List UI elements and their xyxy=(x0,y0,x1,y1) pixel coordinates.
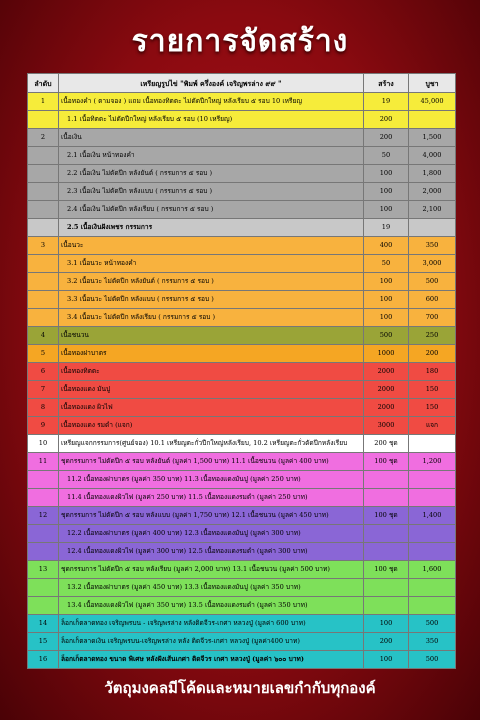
row-price: 200 xyxy=(409,345,456,363)
row-number xyxy=(28,165,59,183)
row-number: 2 xyxy=(28,129,59,147)
row-price xyxy=(409,111,456,129)
row-description: เนื้อชนวน xyxy=(59,327,364,345)
row-quantity: 19 xyxy=(364,93,409,111)
table-row xyxy=(28,201,456,219)
table-row xyxy=(28,381,456,399)
table-row xyxy=(28,435,456,453)
table-row xyxy=(28,615,456,633)
row-quantity: 100 xyxy=(364,201,409,219)
row-quantity: 2000 xyxy=(364,399,409,417)
header-description: เหรียญรูปไข่ "พิมพ์ ครึ่งองค์ เจริญพรล่าง ๙๙ " xyxy=(59,74,364,93)
row-price xyxy=(409,579,456,597)
row-number xyxy=(28,183,59,201)
row-quantity xyxy=(364,543,409,561)
row-quantity: 100 xyxy=(364,309,409,327)
row-price: 250 xyxy=(409,327,456,345)
row-number xyxy=(28,309,59,327)
table-row xyxy=(28,525,456,543)
row-price: 500 xyxy=(409,651,456,669)
row-number xyxy=(28,579,59,597)
row-description: 2.5 เนื้อเงินฝังเพชร กรรมการ xyxy=(59,219,364,237)
row-quantity: 200 ชุด xyxy=(364,435,409,453)
table-row xyxy=(28,147,456,165)
row-price xyxy=(409,525,456,543)
row-quantity: 100 ชุด xyxy=(364,453,409,471)
row-number xyxy=(28,147,59,165)
table-row xyxy=(28,579,456,597)
table-row xyxy=(28,471,456,489)
table-row xyxy=(28,489,456,507)
row-description: 2.3 เนื้อเงิน ไม่ตัดปีก หลังแบบ ( กรรมการ ๕ รอบ ) xyxy=(59,183,364,201)
row-description: เนื้อทองแดง ผิวไฟ xyxy=(59,399,364,417)
row-quantity: 50 xyxy=(364,147,409,165)
table-row xyxy=(28,165,456,183)
row-description: ล็อกเก็ตลาดทอง ขนาด พิเศษ หลังฝังเส้นเกศา ติดจีวร เกศา หลวงปู่ (มูลค่า ๖๐๐ บาท) xyxy=(59,651,364,669)
row-description: ล็อกเก็ตลาดทอง เจริญพรบน - เจริญพรล่าง หลังติดจีวร-เกศา หลวงปู่ (มูลค่า 600 บาท) xyxy=(59,615,364,633)
row-quantity xyxy=(364,489,409,507)
row-description: 12.2 เนื้อทองฝาบาตร (มูลค่า 400 บาท) 12.3 เนื้อทองแดงมันปู (มูลค่า 300 บาท) xyxy=(59,525,364,543)
row-price: 180 xyxy=(409,363,456,381)
row-price: 2,100 xyxy=(409,201,456,219)
row-price: 1,800 xyxy=(409,165,456,183)
row-number: 6 xyxy=(28,363,59,381)
row-number xyxy=(28,273,59,291)
row-number: 15 xyxy=(28,633,59,651)
row-description: ล็อกเก็ตลาดเงิน เจริญพรบน-เจริญพรล่าง หลัง ติดจีวร-เกศา หลวงปู่ (มูลค่า400 บาท) xyxy=(59,633,364,651)
row-number: 12 xyxy=(28,507,59,525)
row-description: 2.2 เนื้อเงิน ไม่ตัดปีก หลังยันต์ ( กรรมการ ๕ รอบ ) xyxy=(59,165,364,183)
row-number: 5 xyxy=(28,345,59,363)
row-description: เนื้อทองแดง มันปู xyxy=(59,381,364,399)
row-description: 3.2 เนื้อนวะ ไม่ตัดปีก หลังยันต์ ( กรรมการ ๕ รอบ ) xyxy=(59,273,364,291)
row-price: 1,600 xyxy=(409,561,456,579)
row-quantity: 3000 xyxy=(364,417,409,435)
row-price: 2,000 xyxy=(409,183,456,201)
table-row xyxy=(28,129,456,147)
row-description: 12.4 เนื้อทองแดงผิวไฟ (มูลค่า 300 บาท) 12.5 เนื้อทองแดงรมดำ (มูลค่า 300 บาท) xyxy=(59,543,364,561)
table-row xyxy=(28,309,456,327)
row-description: 3.1 เนื้อนวะ หน้าทองคำ xyxy=(59,255,364,273)
row-number xyxy=(28,219,59,237)
row-number xyxy=(28,471,59,489)
row-description: ชุดกรรมการ ไม่ตัดปีก ๕ รอบ หลังแบบ (มูลค่า 1,750 บาท) 12.1 เนื้อชนวน (มูลค่า 450 บาท) xyxy=(59,507,364,525)
table-row xyxy=(28,633,456,651)
row-number: 16 xyxy=(28,651,59,669)
row-number xyxy=(28,597,59,615)
row-quantity xyxy=(364,525,409,543)
row-description: 13.4 เนื้อทองแดงผิวไฟ (มูลค่า 350 บาท) 13.5 เนื้อทองแดงรมดำ (มูลค่า 350 บาท) xyxy=(59,597,364,615)
row-quantity: 19 xyxy=(364,219,409,237)
row-price xyxy=(409,489,456,507)
row-description: เนื้อทองคำ ( ตามจอง ) แถม เนื้อทองทิตตะ ไม่ตัดปีกใหญ่ หลังเรียบ ๕ รอบ 10 เหรียญ xyxy=(59,93,364,111)
row-quantity: 400 xyxy=(364,237,409,255)
table-row xyxy=(28,237,456,255)
row-description: 1.1 เนื้อทิตตะ ไม่ตัดปีกใหญ่ หลังเรียบ ๕ รอบ (10 เหรียญ) xyxy=(59,111,364,129)
row-description: ชุดกรรมการ ไม่ตัดปีก ๕ รอบ หลังยันต์ (มูลค่า 1,500 บาท) 11.1 เนื้อชนวน (มูลค่า 400 บาท) xyxy=(59,453,364,471)
table-row xyxy=(28,543,456,561)
row-description: เนื้อนวะ xyxy=(59,237,364,255)
row-description: 3.3 เนื้อนวะ ไม่ตัดปีก หลังแบบ ( กรรมการ ๕ รอบ ) xyxy=(59,291,364,309)
row-price: 500 xyxy=(409,273,456,291)
table-row xyxy=(28,507,456,525)
row-number: 8 xyxy=(28,399,59,417)
row-price: 3,000 xyxy=(409,255,456,273)
table-row xyxy=(28,651,456,669)
row-quantity: 200 xyxy=(364,129,409,147)
row-price xyxy=(409,219,456,237)
row-quantity: 100 xyxy=(364,615,409,633)
row-price: 45,000 xyxy=(409,93,456,111)
row-number: 13 xyxy=(28,561,59,579)
row-price xyxy=(409,543,456,561)
row-quantity: 100 ชุด xyxy=(364,561,409,579)
row-description: 13.2 เนื้อทองฝาบาตร (มูลค่า 450 บาท) 13.3 เนื้อทองแดงมันปู (มูลค่า 350 บาท) xyxy=(59,579,364,597)
row-description: ชุดกรรมการ ไม่ตัดปีก ๕ รอบ หลังเรียบ (มูลค่า 2,000 บาท) 13.1 เนื้อชนวน (มูลค่า 500 บาท) xyxy=(59,561,364,579)
row-quantity: 50 xyxy=(364,255,409,273)
header-price: บูชา xyxy=(409,74,456,93)
header-no: ลำดับ xyxy=(28,74,59,93)
row-quantity: 200 xyxy=(364,633,409,651)
table-row xyxy=(28,597,456,615)
row-quantity: 2000 xyxy=(364,381,409,399)
row-number xyxy=(28,111,59,129)
row-number: 14 xyxy=(28,615,59,633)
row-number: 3 xyxy=(28,237,59,255)
row-price: 150 xyxy=(409,381,456,399)
row-number xyxy=(28,291,59,309)
row-price: 1,400 xyxy=(409,507,456,525)
row-number xyxy=(28,489,59,507)
table-row xyxy=(28,399,456,417)
row-number xyxy=(28,525,59,543)
row-description: 3.4 เนื้อนวะ ไม่ตัดปีก หลังเรียบ ( กรรมการ ๕ รอบ ) xyxy=(59,309,364,327)
table-row xyxy=(28,273,456,291)
table-row xyxy=(28,453,456,471)
page-title: รายการจัดสร้าง xyxy=(131,24,349,59)
row-number: 9 xyxy=(28,417,59,435)
row-number: 10 xyxy=(28,435,59,453)
row-description: เนื้อเงิน xyxy=(59,129,364,147)
row-price: แจก xyxy=(409,417,456,435)
row-quantity: 1000 xyxy=(364,345,409,363)
row-price xyxy=(409,597,456,615)
table-row xyxy=(28,93,456,111)
row-number xyxy=(28,201,59,219)
row-quantity: 2000 xyxy=(364,363,409,381)
table-row xyxy=(28,255,456,273)
row-description: 2.1 เนื้อเงิน หน้าทองคำ xyxy=(59,147,364,165)
row-price: 600 xyxy=(409,291,456,309)
row-description: 11.4 เนื้อทองแดงผิวไฟ (มูลค่า 250 บาท) 11.5 เนื้อทองแดงรมดำ (มูลค่า 250 บาท) xyxy=(59,489,364,507)
row-number xyxy=(28,543,59,561)
row-price xyxy=(409,471,456,489)
row-price: 350 xyxy=(409,237,456,255)
row-price: 700 xyxy=(409,309,456,327)
row-quantity: 100 xyxy=(364,291,409,309)
table-row xyxy=(28,363,456,381)
row-quantity: 100 ชุด xyxy=(364,507,409,525)
row-number: 4 xyxy=(28,327,59,345)
footer-note: วัตถุมงคลมีโค้ดและหมายเลขกำกับทุกองค์ xyxy=(104,679,376,697)
production-list-table xyxy=(27,73,456,669)
row-quantity xyxy=(364,597,409,615)
row-number: 7 xyxy=(28,381,59,399)
row-quantity: 100 xyxy=(364,183,409,201)
row-number: 1 xyxy=(28,93,59,111)
row-price: 4,000 xyxy=(409,147,456,165)
row-price: 150 xyxy=(409,399,456,417)
row-price: 500 xyxy=(409,615,456,633)
row-price: 350 xyxy=(409,633,456,651)
row-quantity: 100 xyxy=(364,273,409,291)
table-row xyxy=(28,111,456,129)
row-description: 2.4 เนื้อเงิน ไม่ตัดปีก หลังเรียบ ( กรรมการ ๕ รอบ ) xyxy=(59,201,364,219)
row-description: เนื้อทองฝาบาตร xyxy=(59,345,364,363)
table-row xyxy=(28,291,456,309)
row-quantity: 100 xyxy=(364,651,409,669)
row-description: 11.2 เนื้อทองฝาบาตร (มูลค่า 350 บาท) 11.3 เนื้อทองแดงมันปู (มูลค่า 250 บาท) xyxy=(59,471,364,489)
row-quantity xyxy=(364,579,409,597)
header-quantity: สร้าง xyxy=(364,74,409,93)
row-price: 1,200 xyxy=(409,453,456,471)
row-number: 11 xyxy=(28,453,59,471)
row-price xyxy=(409,435,456,453)
table-row xyxy=(28,561,456,579)
row-description: เนื้อทองแดง รมดำ (แจก) xyxy=(59,417,364,435)
row-price: 1,500 xyxy=(409,129,456,147)
row-quantity: 100 xyxy=(364,165,409,183)
table-row xyxy=(28,345,456,363)
table-header-row xyxy=(28,74,456,93)
table-row xyxy=(28,183,456,201)
table-row xyxy=(28,219,456,237)
row-quantity: 200 xyxy=(364,111,409,129)
row-quantity xyxy=(364,471,409,489)
row-number xyxy=(28,255,59,273)
table-row xyxy=(28,417,456,435)
table-row xyxy=(28,327,456,345)
row-quantity: 500 xyxy=(364,327,409,345)
row-description: เนื้อทองทิตตะ xyxy=(59,363,364,381)
row-description: เหรียญแจกกรรมการ(ศูนย์จอง) 10.1 เหรียญตะกั่วปีกใหญ่หลังเรียบ, 10.2 เหรียญตะกั่วตัดปีกหลังเรียบ xyxy=(59,435,364,453)
